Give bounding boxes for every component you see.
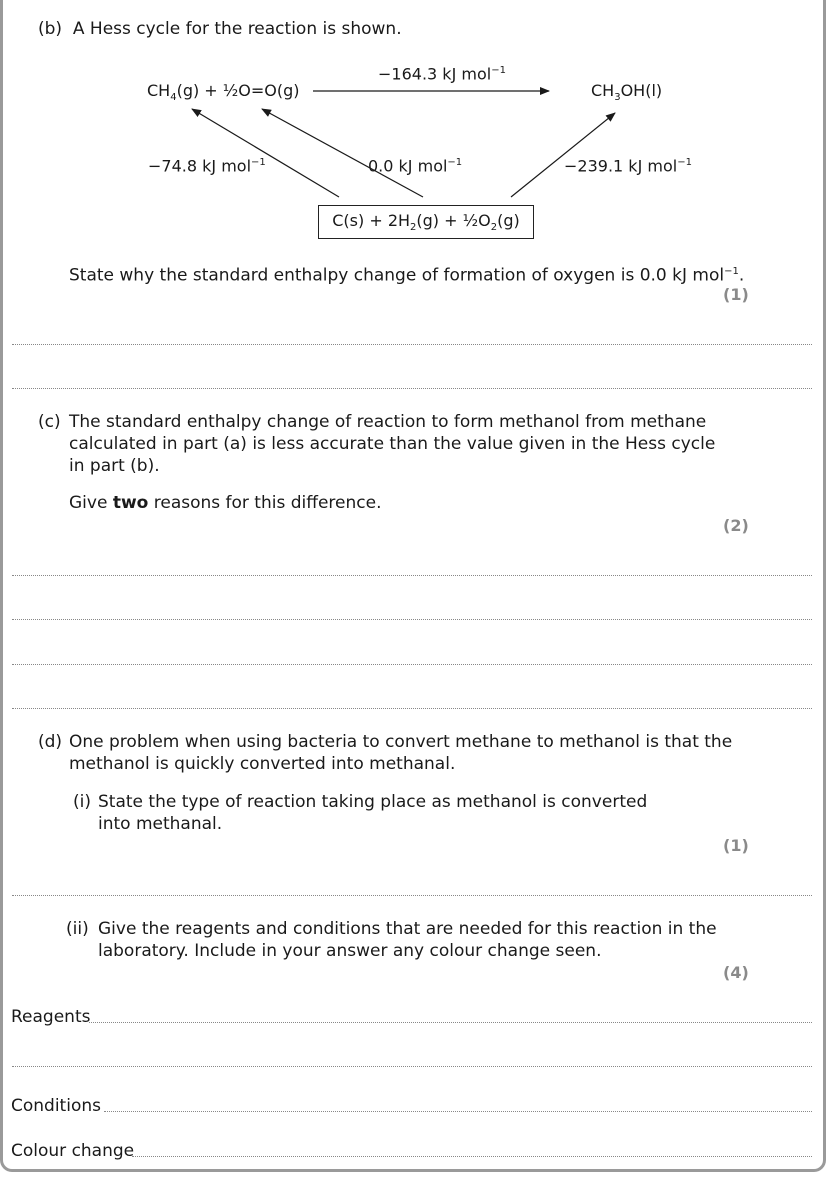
part-c-line: The standard enthalpy change of reaction to form methanol from methane [69,412,707,432]
part-b-intro: A Hess cycle for the reaction is shown. [72,19,402,39]
right-enthalpy-value: −239.1 kJ mol$^{-1}$ [564,156,692,176]
part-d-line: One problem when using bacteria to convert methane to methanol is that the [69,732,733,752]
part-d-ii-label: (ii) [66,919,89,939]
answer-line[interactable] [12,708,812,709]
part-d-i-line: State the type of reaction taking place as methanol is converted [98,792,648,812]
conditions-label: Conditions [11,1096,101,1116]
part-b-label: (b) [38,19,63,39]
reactants-equation: $CH_4(g)$ + ½O=O(g) [147,81,300,104]
elements-box [318,205,534,239]
part-d-ii-line: laboratory. Include in your answer any colour change seen. [98,941,602,961]
product-equation: $CH_3OH(l)$ [591,81,663,104]
elements-equation: $C(s) + 2H_2(g)$ + $\frac{1}{2}O_2(g)$ [332,210,520,234]
part-d-ii-marks: (4) [723,963,749,982]
colour-change-answer-line[interactable] [132,1156,812,1157]
part-c-give: Give two reasons for this difference. [69,493,382,513]
answer-line[interactable] [12,619,812,620]
answer-line[interactable] [12,344,812,345]
part-c-marks: (2) [723,516,749,535]
answer-line[interactable] [12,664,812,665]
middle-enthalpy-value: 0.0 kJ mol$^{-1}$ [368,156,463,176]
part-c-line: in part (b). [69,456,160,476]
colour-change-label: Colour change [11,1141,135,1161]
answer-line[interactable] [12,895,812,896]
top-enthalpy-value: −164.3 kJ mol$^{-1}$ [378,64,506,84]
part-c-line: calculated in part (a) is less accurate than the value given in the Hess cycle [69,434,716,454]
part-d-line: methanol is quickly converted into methanal. [69,754,456,774]
answer-line[interactable] [12,1066,812,1067]
part-d-i-marks: (1) [723,836,749,855]
reagents-answer-line[interactable] [89,1022,812,1023]
part-b-marks: (1) [723,285,749,304]
conditions-answer-line[interactable] [104,1111,812,1112]
answer-line[interactable] [12,575,812,576]
left-enthalpy-value: −74.8 kJ mol$^{-1}$ [148,156,266,176]
part-c-label: (c) [38,412,61,432]
part-d-label: (d) [38,732,63,752]
part-d-ii-line: Give the reagents and conditions that are needed for this reaction in the [98,919,717,939]
part-d-i-label: (i) [73,792,91,812]
reagents-label: Reagents [11,1007,91,1027]
answer-line[interactable] [12,388,812,389]
part-d-i-line: into methanal. [98,814,223,834]
part-b-question: State why the standard enthalpy change of formation of oxygen is 0.0 kJ mol$^{-1}$. [69,265,745,286]
